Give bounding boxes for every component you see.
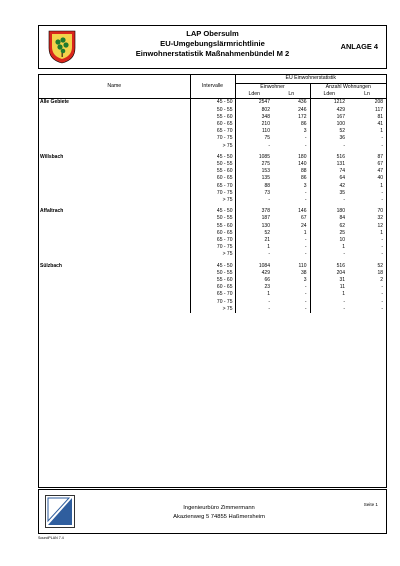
document-footer — [38, 489, 387, 534]
table-row — [39, 215, 386, 222]
residents-lden-cell: - — [268, 298, 270, 305]
residents-lden-cell: 1 — [267, 291, 270, 298]
residents-lden-cell: - — [268, 197, 270, 204]
dwellings-ln-cell: 81 — [377, 113, 384, 120]
area-name-empty — [39, 284, 190, 291]
table-row — [39, 135, 386, 142]
residents-lden-cell: 378 — [261, 208, 270, 215]
software-stamp: SoundPLAN 7.4 — [38, 536, 64, 540]
interval-cell: 65 - 70 — [190, 183, 235, 190]
office-address: Akazienweg 5 74855 Haßmersheim — [173, 514, 265, 520]
column-header-intervals: Intervalle — [190, 75, 235, 99]
statistics-table-box — [38, 74, 387, 488]
area-name-empty — [39, 107, 190, 114]
area-name-empty — [39, 223, 190, 230]
interval-cell: 50 - 55 — [190, 270, 235, 277]
dwellings-lden-cell: 1212 — [333, 99, 345, 106]
interval-cell: 65 - 70 — [190, 128, 235, 135]
dwellings-ln-cell: 47 — [377, 168, 384, 175]
residents-lden-cell: - — [268, 305, 270, 312]
residents-ln-cell: - — [273, 306, 310, 313]
dwellings-lden-cell: - — [343, 298, 345, 305]
residents-lden-cell: 66 — [264, 277, 270, 284]
dwellings-lden-cell: - — [343, 142, 345, 149]
area-name-empty — [39, 277, 190, 284]
residents-ln-cell: 24 — [273, 223, 310, 230]
residents-ln-cell: 246 — [273, 107, 310, 114]
interval-cell: 60 - 65 — [190, 121, 235, 128]
dwellings-lden-cell: 516 — [336, 262, 345, 269]
dwellings-ln-cell: 12 — [377, 222, 384, 229]
residents-ln-cell: - — [273, 135, 310, 142]
residents-ln-cell: 180 — [273, 154, 310, 161]
residents-ln-cell: 67 — [273, 215, 310, 222]
subheader-dwellings: Anzahl Wohnungen — [325, 84, 371, 90]
page-label: Seite 1 — [363, 502, 378, 507]
dwellings-ln-cell: - — [381, 305, 384, 312]
table-row — [39, 284, 386, 291]
area-name-empty — [39, 183, 190, 190]
dwellings-lden-cell: 74 — [339, 168, 345, 175]
area-name: Willsbach — [39, 154, 190, 161]
interval-cell: 55 - 60 — [190, 114, 235, 121]
dwellings-lden-cell: 31 — [339, 277, 345, 284]
area-name-empty — [39, 190, 190, 197]
residents-lden-cell: 210 — [261, 121, 270, 128]
table-row — [39, 299, 386, 306]
interval-cell: > 75 — [190, 197, 235, 204]
residents-lden-cell: 429 — [261, 269, 270, 276]
residents-ln-cell: - — [273, 197, 310, 204]
dwellings-lden-cell: 100 — [336, 121, 345, 128]
dwellings-lden-cell: - — [343, 251, 345, 258]
dwellings-ln-cell: - — [381, 298, 384, 305]
table-row — [39, 114, 386, 121]
subheader-lden-residents: Lden — [235, 91, 273, 99]
interval-cell: 50 - 55 — [190, 107, 235, 114]
interval-cell: > 75 — [190, 306, 235, 313]
table-row — [39, 107, 386, 114]
residents-ln-cell: 1 — [273, 230, 310, 237]
interval-cell: 45 - 50 — [190, 208, 235, 215]
residents-ln-cell: - — [273, 237, 310, 244]
dwellings-ln-cell: 70 — [377, 208, 384, 215]
interval-cell: 45 - 50 — [190, 99, 235, 107]
dwellings-ln-cell: 1 — [380, 182, 384, 189]
dwellings-ln-cell: - — [381, 189, 384, 196]
table-row — [39, 237, 386, 244]
table-row — [39, 277, 386, 284]
dwellings-lden-cell: 1 — [342, 244, 345, 251]
residents-lden-cell: 21 — [264, 237, 270, 244]
dwellings-lden-cell: 84 — [339, 215, 345, 222]
dwellings-ln-cell: 67 — [377, 161, 384, 168]
dwellings-lden-cell: 64 — [339, 175, 345, 182]
area-name-empty — [39, 299, 190, 306]
dwellings-ln-cell: 41 — [377, 121, 384, 128]
dwellings-ln-cell: 40 — [377, 175, 384, 182]
table-row — [39, 263, 386, 270]
dwellings-lden-cell: 52 — [339, 128, 345, 135]
dwellings-lden-cell: 62 — [339, 222, 345, 229]
area-name-empty — [39, 215, 190, 222]
dwellings-lden-cell: 1 — [342, 291, 345, 298]
residents-ln-cell: - — [273, 284, 310, 291]
residents-ln-cell: - — [273, 190, 310, 197]
residents-ln-cell: 38 — [273, 270, 310, 277]
dwellings-lden-cell: 36 — [339, 135, 345, 142]
table-row — [39, 121, 386, 128]
area-name-empty — [39, 175, 190, 182]
area-name-empty — [39, 270, 190, 277]
interval-cell: 70 - 75 — [190, 244, 235, 251]
dwellings-lden-cell: 35 — [339, 189, 345, 196]
table-row — [39, 244, 386, 251]
interval-cell: 50 - 55 — [190, 215, 235, 222]
residents-lden-cell: 187 — [261, 215, 270, 222]
directive-title: EU-Umgebungslärmrichtlinie — [160, 39, 265, 48]
dwellings-ln-cell: 208 — [374, 99, 384, 106]
area-name-empty — [39, 161, 190, 168]
interval-cell: 50 - 55 — [190, 161, 235, 168]
residents-lden-cell: 135 — [261, 175, 270, 182]
interval-cell: 65 - 70 — [190, 237, 235, 244]
dwellings-lden-cell: 11 — [339, 284, 345, 291]
dwellings-ln-cell: 87 — [377, 153, 384, 160]
interval-cell: > 75 — [190, 143, 235, 150]
area-name-empty — [39, 197, 190, 204]
interval-cell: 45 - 50 — [190, 154, 235, 161]
area-name-empty — [39, 143, 190, 150]
residents-ln-cell: 86 — [273, 121, 310, 128]
residents-ln-cell: 3 — [273, 128, 310, 135]
dwellings-ln-cell: - — [381, 291, 384, 298]
interval-cell: 55 - 60 — [190, 277, 235, 284]
residents-ln-cell: 172 — [273, 114, 310, 121]
dwellings-ln-cell: - — [381, 237, 384, 244]
residents-ln-cell: 146 — [273, 208, 310, 215]
area-name-empty — [39, 135, 190, 142]
municipal-crest-icon — [48, 30, 76, 64]
dwellings-ln-cell: 1 — [380, 229, 384, 236]
document-header — [38, 25, 387, 69]
table-row — [39, 291, 386, 298]
table-row — [39, 223, 386, 230]
dwellings-ln-cell: - — [381, 135, 384, 142]
residents-lden-cell: 88 — [264, 182, 270, 189]
residents-ln-cell: - — [273, 291, 310, 298]
residents-lden-cell: 1 — [267, 244, 270, 251]
area-name-empty — [39, 168, 190, 175]
interval-cell: 65 - 70 — [190, 291, 235, 298]
residents-lden-cell: 1084 — [258, 262, 270, 269]
residents-ln-cell: - — [273, 244, 310, 251]
area-name-empty — [39, 237, 190, 244]
subheader-ln-dwellings: Ln — [348, 91, 386, 99]
engineering-office-logo-icon — [45, 495, 75, 528]
residents-ln-cell: - — [273, 143, 310, 150]
interval-cell: 60 - 65 — [190, 230, 235, 237]
residents-lden-cell: 75 — [264, 135, 270, 142]
dwellings-ln-cell: 32 — [377, 215, 384, 222]
statistics-title: Einwohnerstatistik Maßnahmenbündel M 2 — [135, 49, 290, 58]
residents-ln-cell: 110 — [273, 263, 310, 270]
resident-statistics-table — [39, 75, 386, 313]
interval-cell: 55 - 60 — [190, 168, 235, 175]
table-row — [39, 230, 386, 237]
interval-cell: 70 - 75 — [190, 190, 235, 197]
area-name-empty — [39, 230, 190, 237]
dwellings-ln-cell: - — [381, 142, 384, 149]
residents-lden-cell: 348 — [261, 113, 270, 120]
residents-ln-cell: 86 — [273, 175, 310, 182]
table-row — [39, 175, 386, 182]
interval-cell: 45 - 50 — [190, 263, 235, 270]
project-title: LAP Obersulm — [186, 29, 239, 38]
table-row — [39, 197, 386, 204]
column-header-name: Name — [39, 75, 190, 99]
table-row — [39, 251, 386, 258]
group-header-eu-statistics: EU Einwohnerstatistik — [235, 75, 386, 84]
area-name-empty — [39, 251, 190, 258]
area-name-empty — [39, 291, 190, 298]
table-row — [39, 208, 386, 215]
table-row — [39, 143, 386, 150]
area-name-empty — [39, 244, 190, 251]
dwellings-ln-cell: 117 — [375, 106, 384, 113]
interval-cell: > 75 — [190, 251, 235, 258]
residents-lden-cell: 802 — [261, 106, 270, 113]
subheader-residents: Einwohner — [235, 84, 310, 92]
dwellings-ln-cell: 2 — [380, 277, 384, 284]
interval-cell: 60 - 65 — [190, 284, 235, 291]
dwellings-lden-cell: 167 — [336, 113, 345, 120]
residents-lden-cell: - — [268, 251, 270, 258]
dwellings-lden-cell: 25 — [339, 229, 345, 236]
subheader-lden-dwellings: Lden — [310, 91, 348, 99]
residents-lden-cell: 153 — [261, 168, 270, 175]
residents-lden-cell: 2547 — [258, 99, 270, 106]
residents-lden-cell: 110 — [262, 128, 270, 135]
table-row — [39, 168, 386, 175]
residents-lden-cell: 23 — [264, 284, 270, 291]
table-row — [39, 306, 386, 313]
table-body — [39, 99, 386, 313]
dwellings-lden-cell: 429 — [336, 106, 345, 113]
table-row — [39, 190, 386, 197]
dwellings-lden-cell: 10 — [339, 237, 345, 244]
area-name: Sülzbach — [39, 263, 190, 270]
area-name-empty — [39, 121, 190, 128]
dwellings-ln-cell: - — [381, 251, 384, 258]
residents-lden-cell: 52 — [264, 229, 270, 236]
dwellings-lden-cell: 131 — [336, 161, 345, 168]
subheader-ln-residents: Ln — [273, 91, 310, 99]
table-row — [39, 128, 386, 135]
dwellings-lden-cell: 42 — [339, 182, 345, 189]
table-row — [39, 154, 386, 161]
residents-ln-cell: - — [273, 251, 310, 258]
residents-lden-cell: 130 — [261, 222, 270, 229]
table-row — [39, 99, 386, 107]
residents-lden-cell: 1085 — [258, 153, 270, 160]
interval-cell: 70 - 75 — [190, 135, 235, 142]
interval-cell: 70 - 75 — [190, 299, 235, 306]
dwellings-lden-cell: 516 — [336, 153, 345, 160]
residents-ln-cell: 3 — [273, 183, 310, 190]
dwellings-ln-cell: - — [381, 244, 384, 251]
residents-ln-cell: 140 — [273, 161, 310, 168]
area-name-empty — [39, 114, 190, 121]
table-row — [39, 270, 386, 277]
residents-ln-cell: 3 — [273, 277, 310, 284]
dwellings-ln-cell: 18 — [377, 269, 384, 276]
area-name: Affaltrach — [39, 208, 190, 215]
dwellings-ln-cell: - — [381, 284, 384, 291]
residents-lden-cell: - — [268, 142, 270, 149]
dwellings-lden-cell: - — [343, 305, 345, 312]
area-name: Alle Gebiete — [39, 99, 190, 107]
dwellings-lden-cell: - — [343, 197, 345, 204]
interval-cell: 60 - 65 — [190, 175, 235, 182]
dwellings-lden-cell: 204 — [336, 269, 345, 276]
dwellings-lden-cell: 180 — [336, 208, 345, 215]
residents-ln-cell: - — [273, 299, 310, 306]
area-name-empty — [39, 128, 190, 135]
annex-label: ANLAGE 4 — [340, 42, 378, 51]
office-name: Ingenieurbüro Zimmermann — [183, 505, 255, 511]
dwellings-ln-cell: - — [381, 197, 384, 204]
residents-ln-cell: 88 — [273, 168, 310, 175]
residents-lden-cell: 73 — [264, 189, 270, 196]
dwellings-ln-cell: 52 — [377, 262, 384, 269]
residents-ln-cell: 436 — [273, 99, 310, 107]
dwellings-ln-cell: 1 — [380, 128, 384, 135]
area-name-empty — [39, 306, 190, 313]
interval-cell: 55 - 60 — [190, 223, 235, 230]
table-row — [39, 183, 386, 190]
residents-lden-cell: 275 — [261, 161, 270, 168]
table-row — [39, 161, 386, 168]
